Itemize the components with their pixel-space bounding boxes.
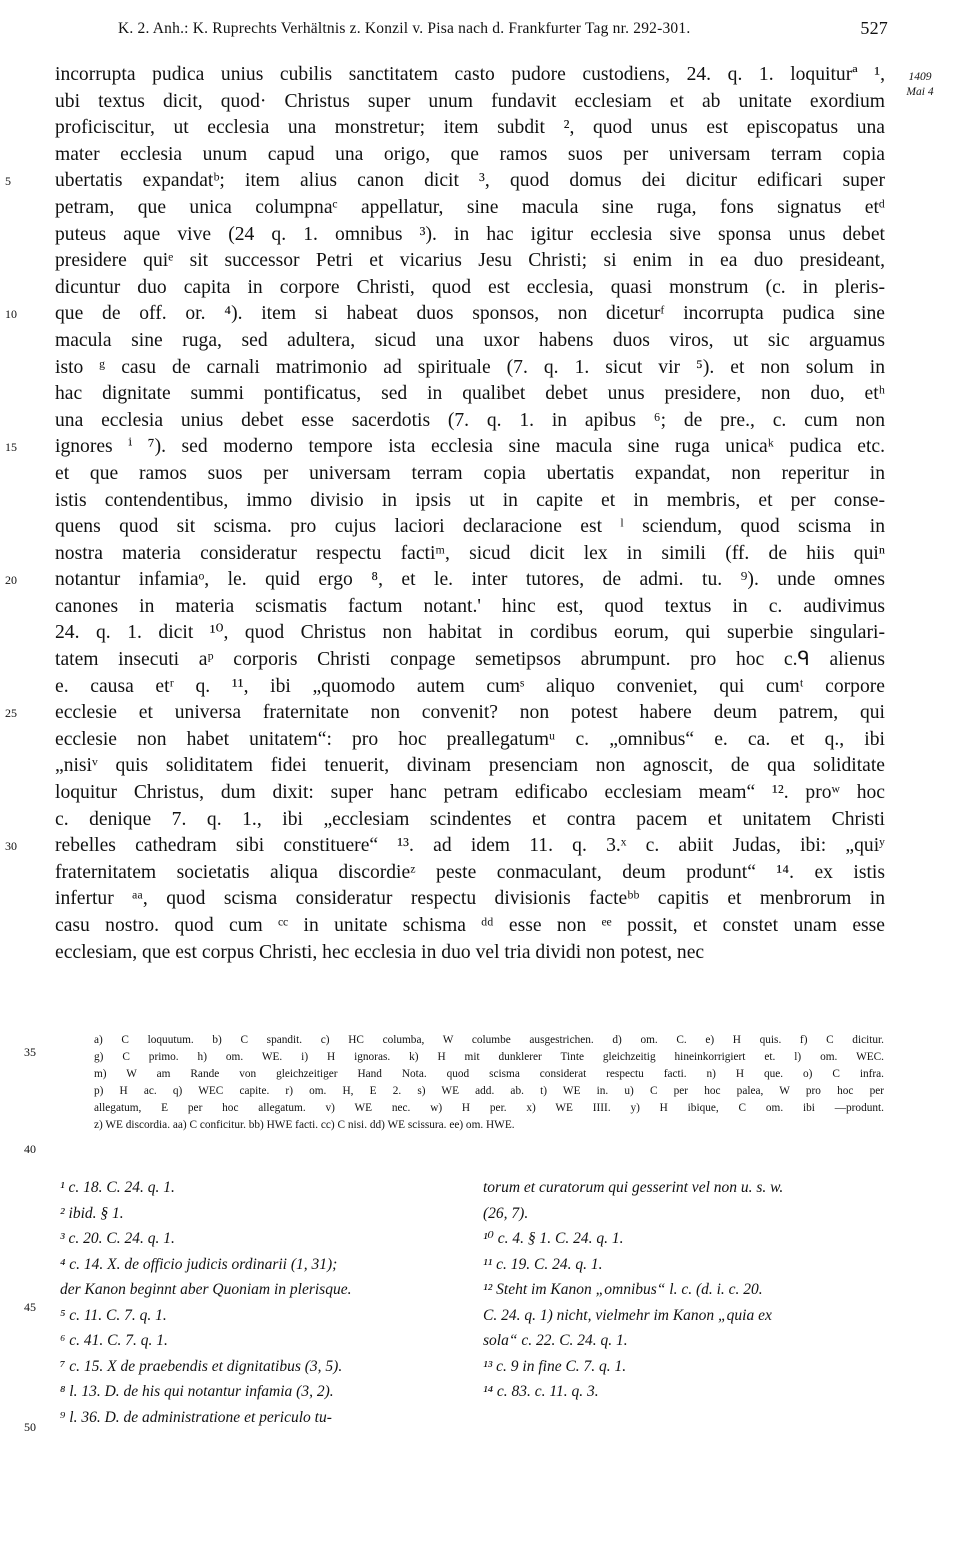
text-line: loquitur Christus, dum dixit: super hanc petram edificabo ecclesiam meam“ ¹². proʷ hoc (55, 782, 885, 804)
footnote: ¹ c. 18. C. 24. q. 1. (60, 1179, 175, 1196)
text-line: puteus aque vive (24 q. 1. omnibus ³). in hac igitur ecclesia sive sponsa unus debet (55, 223, 885, 245)
text-line: et que ramos suos per universam terram copia ubertatis expandat, non reperitur in (55, 462, 885, 484)
text-line: isto ᵍ casu de carnali matrimonio ad spirituale (7. q. 1. sicut vir ⁵). et non solum in (55, 356, 885, 378)
text-line: mater ecclesia unum capud una origo, que ramos suos per universam terram copia (55, 143, 885, 165)
line-number: 35 (24, 1045, 36, 1059)
running-header (118, 20, 888, 38)
text-line: 10 que de off. or. ⁴). item si habeat duos sponsos, non diceturᶠ incorrupta pudica sine (55, 301, 885, 328)
footnote: ³ c. 20. C. 24. q. 1. (60, 1230, 175, 1247)
line-number: 40 (24, 1142, 36, 1156)
footnote: ⁶ c. 41. C. 7. q. 1. (60, 1332, 168, 1349)
main-text (5, 62, 885, 966)
text-line: tatem insecuti aᵖ corporis Christi conpage semetipsos abrumpunt. pro hoc c.ᑫ alienus (55, 649, 885, 671)
apparatus-line: a) C loquutum. b) C spandit. c) HC columba, W columbe ausgestrichen. d) om. C. e) H quis. f) C dicitur. (94, 1034, 884, 1046)
text-line: casu nostro. quod cum ᶜᶜ in unitate schisma ᵈᵈ esse non ᵉᵉ possit, et constet unam esse (55, 915, 885, 936)
footnotes-right-column (483, 1175, 883, 1405)
text-line: incorrupta pudica unius cubilis sanctitatem casto pudore custodiens, 24. q. 1. loquiturª ¹, (55, 64, 885, 85)
footnote: ⁸ l. 13. D. de his qui notantur infamia (3, 2). (60, 1383, 334, 1400)
apparatus-line: m) W am Rande von gleichzeitiger Hand Nota. quod scisma considerat respectu facti. n) H que. o) C infra. (94, 1068, 884, 1080)
margin-day: Mai 4 (906, 86, 934, 98)
line-number: 25 (5, 706, 17, 721)
footnote: ² ibid. § 1. (60, 1204, 124, 1222)
line-number: 45 (24, 1300, 36, 1314)
apparatus-line: p) H ac. q) WEC capite. r) om. H, E 2. s) WE add. ab. t) WE in. u) C per hoc palea, W pro hoc per (94, 1085, 884, 1097)
footnote: ¹¹ c. 19. C. 24. q. 1. (483, 1255, 603, 1273)
margin-date (895, 70, 945, 100)
text-line: 20 notantur infamiaᵒ, le. quid ergo ⁸, et le. inter tutores, de admi. tu. ⁹). unde omnes (55, 567, 885, 594)
text-line: hac dignitate summi pontificatus, sed in qualibet debet unus presidere, non duo, etʰ (55, 383, 885, 405)
footnote: ¹² Steht im Kanon „omnibus“ l. c. (d. i. c. 20. (483, 1281, 763, 1298)
text-line: ecclesie non habet unitatem“: pro hoc preallegatumᵘ c. „omnibus“ e. ca. et q., ibi (55, 728, 885, 750)
margin-year: 1409 (908, 71, 932, 83)
text-line: ubi textus dicit, quod· Christus super unum fundavit ecclesiam et ab unitate exordium (55, 90, 885, 112)
critical-apparatus (94, 1032, 884, 1134)
footnotes-left-column (60, 1175, 455, 1430)
text-line: dicuntur duo capita in corpore Christi, quod est ecclesia, quasi monstrum (c. in pleris- (55, 276, 885, 298)
footnote: ⁵ c. 11. C. 7. q. 1. (60, 1306, 167, 1324)
footnote: C. 24. q. 1) nicht, vielmehr im Kanon „quia ex (483, 1306, 772, 1324)
apparatus-line: z) WE discordia. aa) C conficitur. bb) HWE facti. cc) C nisi. dd) WE scissura. ee) om. HWE. (94, 1119, 515, 1131)
apparatus-line: allegatum, E per hoc allegatum. v) WE nec. w) H per. x) WE IIII. y) H ibique, C om. ibi —produnt. (94, 1102, 884, 1114)
footnote: ⁹ l. 36. D. de administratione et periculo tu- (60, 1408, 332, 1426)
text-line: istis contendentibus, immo divisio in ipsis ut in capite et in membris, et per conse- (55, 489, 885, 511)
line-number: 30 (5, 839, 17, 854)
footnote: ¹⁰ c. 4. § 1. C. 24. q. 1. (483, 1230, 624, 1247)
header-title: K. 2. Anh.: K. Ruprechts Verhältnis z. Konzil v. Pisa nach d. Frankfurter Tag nr. 292-301. (118, 20, 691, 37)
text-line: nostra materia consideratur respectu factiᵐ, sicud dicit lex in simili (ff. de hiis quiⁿ (55, 542, 885, 564)
text-line: canones in materia scismatis factum notant.' hinc est, quod textus in c. audivimus (55, 595, 885, 617)
text-line: infertur ᵃᵃ, quod scisma consideratur respectu divisionis facteᵇᵇ capitis et menbrorum in (55, 888, 885, 910)
text-line: ecclesiam, que est corpus Christi, hec ecclesia in duo vel tria dividi non potest, nec (55, 941, 705, 963)
apparatus-line: g) C primo. h) om. WE. i) H ignoras. k) H mit dunklerer Tinte gleichzeitig hineinkorrigiert et. l) om. WEC. (94, 1051, 884, 1063)
text-line: proficiscitur, ut ecclesia una monstretur; item subdit ², quod unus est episcopatus una (55, 117, 885, 139)
text-line: 30 rebelles cathedram sibi constituere“ ¹³. ad idem 11. q. 3.ˣ c. abiit Judas, ibi: „quiʸ (55, 833, 885, 860)
footnote: ¹⁴ c. 83. c. 11. q. 3. (483, 1383, 599, 1400)
text-line: una ecclesia unius debet esse sacerdotis (7. q. 1. in apibus ⁶; de pre., c. cum non (55, 409, 885, 431)
footnote: der Kanon beginnt aber Quoniam in plerisque. (60, 1281, 352, 1298)
text-line: e. causa etʳ q. ¹¹, ibi „quomodo autem cumˢ aliquo conveniet, qui cumᵗ corpore (55, 675, 885, 697)
line-number: 15 (5, 440, 17, 455)
footnote: sola“ c. 22. C. 24. q. 1. (483, 1332, 628, 1349)
text-line: quens quod sit scisma. pro cujus laciori declaracione est ˡ sciendum, quod scisma in (55, 516, 885, 538)
footnote: ⁷ c. 15. X de praebendis et dignitatibus (3, 5). (60, 1357, 343, 1375)
page-number: 527 (860, 18, 888, 38)
footnote: (26, 7). (483, 1204, 529, 1222)
line-number: 5 (5, 174, 11, 189)
line-number: 50 (24, 1420, 36, 1434)
text-line: fraternitatem societatis aliqua discordieᶻ peste conmaculant, deum produnt“ ¹⁴. ex istis (55, 861, 885, 883)
line-number: 20 (5, 573, 17, 588)
text-line: 5 ubertatis expandatᵇ; item alius canon dicit ³, quod domus dei dicitur edificari super (55, 168, 885, 195)
text-line: 15 ignores ⁱ ⁷). sed moderno tempore ista ecclesia sine macula sine ruga unicaᵏ pudica etc. (55, 434, 885, 461)
text-line: petram, que unica columpnaᶜ appellatur, sine macula sine ruga, fons signatus etᵈ (55, 196, 885, 218)
text-line: 24. q. 1. dicit ¹⁰, quod Christus non habitat in cordibus eorum, qui superbie singulari- (55, 622, 885, 644)
footnote: ¹³ c. 9 in fine C. 7. q. 1. (483, 1357, 627, 1375)
text-line: 25 ecclesie et universa fraternitate non convenit? non potest habere deum patrem, qui (55, 700, 885, 727)
text-line: macula sine ruga, sed adultera, sicud una uxor habens duos viros, ut sic arguamus (55, 329, 885, 351)
footnote: ⁴ c. 14. X. de officio judicis ordinarii (1, 31); (60, 1255, 338, 1273)
text-line: presidere quiᵉ sit successor Petri et vicarius Jesu Christi; si enim in ea duo presideant, (55, 250, 885, 272)
line-number: 10 (5, 307, 17, 322)
footnote: torum et curatorum qui gesserint vel non u. s. w. (483, 1179, 784, 1196)
text-line: c. denique 7. q. 1., ibi „ecclesiam scindentes et contra pacem et unitatem Christi (55, 808, 885, 830)
text-line: „nisiᵛ quis soliditatem fidei tenuerit, divinam presenciam non agnoscit, de qua soliditate (55, 755, 885, 777)
